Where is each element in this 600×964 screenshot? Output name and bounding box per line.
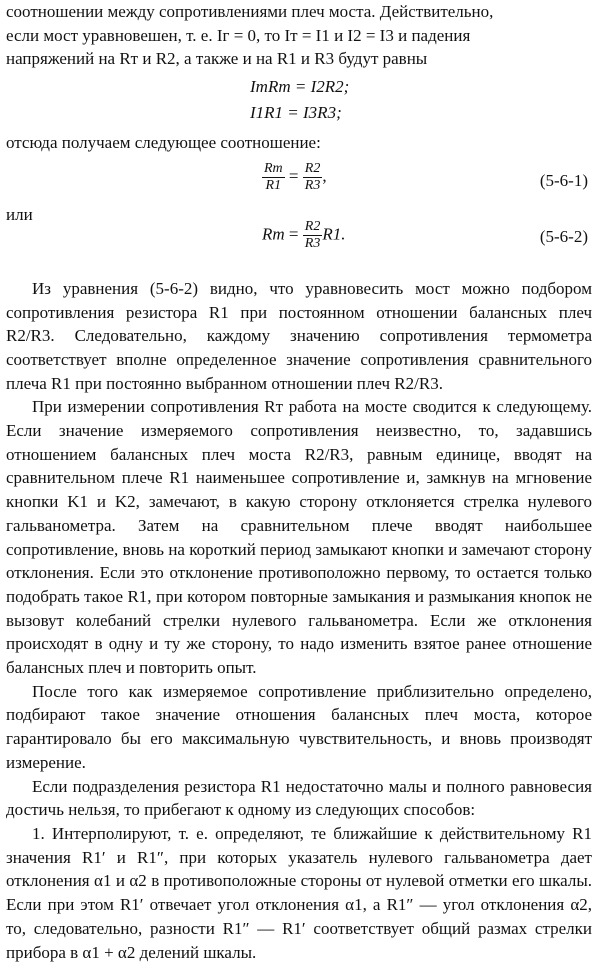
- eq1-lhs-num: Rт: [264, 160, 283, 176]
- eq1-rhs-num: R2: [304, 160, 321, 176]
- eq1-rhs-den: R3: [304, 177, 321, 193]
- page: [6, 0, 592, 964]
- paragraph-after: После того как измеряемое сопротивление приблизительно определено, подбирают такое значение отношения балансных плеч моста, которое гарантировало бы его максимальную чувствительность, и вновь производят измерение.: [6, 681, 592, 772]
- hence-text: отсюда получаем следующее соотношение:: [6, 133, 321, 153]
- paragraph-subdivisions: Если подразделения резистора R1 недостаточно малы и полного равновесия достичь нельзя, то прибегают к одному из следующих способов:: [6, 776, 592, 820]
- eq2-fraction: [303, 219, 323, 252]
- paragraph-interpolate: 1. Интерполируют, т. е. определяют, те ближайшие к действительному R1 значения R1′ и R1″, при которых указатель нулевого гальванометра дает отклонения α1 и α2 в противоположные стороны от нулевой отметки его шкалы. Если при этом R1′ отвечает угол отклонения α1, а R1″ — угол отклонения α2, то, следовательно, разности R1″ — R1′ соответствует общий размах стрелки прибора в α1 + α2 делений шкалы.: [6, 823, 592, 962]
- intro-line-1: соотношении между сопротивлениями плеч моста. Действительно,: [6, 2, 494, 21]
- equation-5-6-2: [6, 218, 592, 271]
- eq1-lhs-fraction: [262, 161, 285, 194]
- intro-line-2: если мост уравновешен, т. е. Iг = 0, то Iт = I1 и I2 = I3 и падения: [6, 25, 471, 45]
- eq1-eqsign: =: [288, 166, 299, 186]
- equation-5-6-1-body: [262, 161, 327, 194]
- eq2-tail: R1.: [322, 224, 346, 244]
- eq1-rhs-fraction: [303, 161, 323, 194]
- equation-5-6-2-body: [262, 219, 345, 252]
- eq1-tail: ,: [322, 166, 327, 186]
- paragraph-balance: Из уравнения (5-6-2) видно, что уравновесить мост можно подбором сопротивления резистора R1 при постоянном отношении балансных плеч R2/R3. Следовательно, каждому значению сопротивления термометра соответствует вполне определенное значение сопротивления сравнительного плеча R1 при постоянно выбранном отношении плеч R2/R3.: [6, 278, 592, 393]
- eq1-lhs-den: R1: [265, 177, 282, 193]
- equation-b: [6, 103, 592, 127]
- intro-line-3: напряжений на Rт и R2, а также и на R1 и R3 будут равны: [6, 49, 428, 69]
- eq2-number: (5-6-2): [539, 226, 588, 246]
- or-text: или: [6, 204, 33, 224]
- eq2-lhs: Rт: [262, 224, 285, 244]
- eq2-den: R3: [304, 235, 321, 251]
- paragraph-measurement: При измерении сопротивления Rт работа на мосте сводится к следующему. Если значение измеряемого сопротивления неизвестно, то, задавшись отношением балансных плеч моста R2/R3, равным единице, вводят на сравнительном плече R1 наименьшее сопротивление и, замкнув на мгновение кнопки K1 и K2, замечают, в какую сторону отклоняется стрелка нулевого гальванометра. Затем на сравнительном плече вводят наибольшее сопротивление, вновь на короткий период замыкают кнопки и замечают сторону отклонения. Если это отклонение противоположно первому, то остается только подобрать такое R1, при котором повторные замыкания и размыкания кнопок не вызовут колебаний стрелки нулевого гальванометра. Если же отклонения происходят в одну и ту же сторону, то надо изменить взятое ранее отношение балансных плеч и повторить опыт.: [6, 397, 592, 678]
- equation-a-text: IтRт = I2R2;: [250, 77, 350, 97]
- eq1-number: (5-6-1): [539, 170, 588, 190]
- equation-a: [6, 77, 592, 101]
- equation-b-text: I1R1 = I3R3;: [250, 103, 342, 123]
- equation-5-6-1: [6, 157, 592, 207]
- eq2-num: R2: [304, 218, 321, 234]
- intro-paragraph: [6, 0, 592, 71]
- eq2-eqsign: =: [288, 224, 299, 244]
